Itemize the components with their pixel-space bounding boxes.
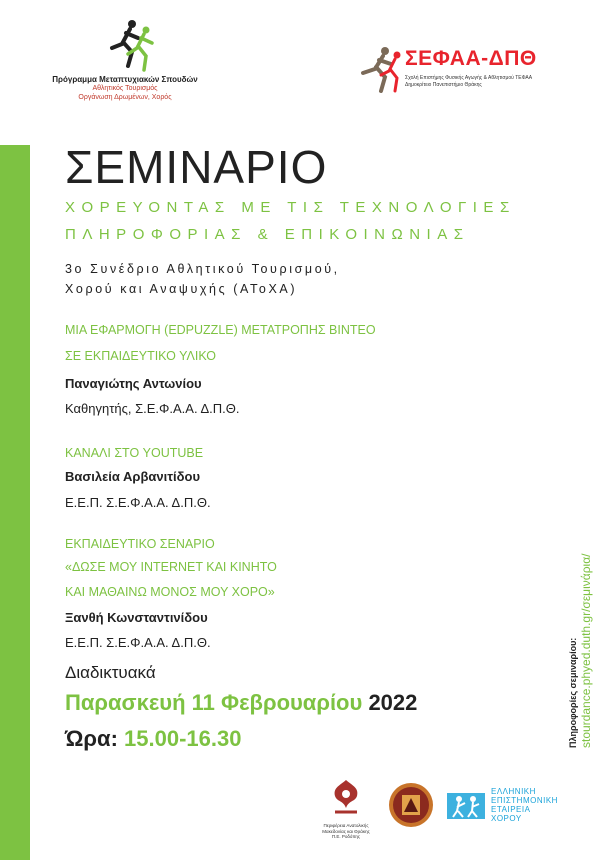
talk-3-role: Ε.Ε.Π. Σ.Ε.Φ.Α.Α. Δ.Π.Θ.	[65, 635, 211, 650]
event-year: 2022	[368, 690, 418, 715]
talk-2-speaker: Βασιλεία Αρβανιτίδου	[65, 469, 201, 484]
society-name	[491, 787, 558, 823]
time-label: Ώρα:	[65, 726, 118, 751]
event-date-text: Παρασκευή 11 Φεβρουαρίου	[65, 690, 363, 715]
sefaa-logo	[355, 45, 575, 115]
info-label: Πληροφορίες σεμιναρίου:	[568, 637, 578, 748]
society-line-2: ΕΠΙΣΤΗΜΟΝΙΚΗ	[491, 796, 558, 805]
sefaa-line-2: Δημοκρίτειο Πανεπιστήμιο Θράκης	[405, 82, 482, 88]
congress-line-1: 3ο Συνέδριο Αθλητικού Τουρισμού,	[65, 262, 340, 276]
sefaa-runners-icon	[355, 45, 407, 93]
region-caption-2: Μακεδονίας και Θράκης	[322, 828, 370, 834]
page-title: ΣΕΜΙΝΑΡΙΟ	[65, 141, 328, 193]
program-title: Πρόγραμμα Μεταπτυχιακών Σπουδών	[52, 75, 198, 84]
society-line-1: ΕΛΛΗΝΙΚΗ	[491, 787, 536, 796]
region-logo	[318, 778, 374, 848]
talk-3-title-1: ΕΚΠΑΙΔΕΥΤΙΚΟ ΣΕΝΑΡΙΟ	[65, 537, 215, 551]
seal-icon	[388, 782, 434, 828]
talk-3-speaker: Ξανθή Κωνσταντινίδου	[65, 610, 208, 625]
runners-icon	[90, 18, 160, 73]
talk-1-speaker: Παναγιώτης Αντωνίου	[65, 376, 202, 391]
society-line-3: ΕΤΑΙΡΕΙΑ	[491, 805, 531, 814]
talk-1-title-1: ΜΙΑ ΕΦΑΡΜΟΓΗ (EDPUZZLE) ΜΕΤΑΤΡΟΠΗΣ ΒΙΝΤΕΟ	[65, 323, 376, 337]
sefaa-line-1: Σχολή Επιστήμης Φυσικής Αγωγής & Αθλητισμού ΤΕΦΑΑ	[405, 75, 533, 81]
greek-dance-society-logo	[445, 785, 575, 830]
online-label: Διαδικτυακά	[65, 663, 156, 682]
program-sub-1: Αθλητικός Τουρισμός	[92, 85, 158, 92]
society-line-4: ΧΟΡΟΥ	[491, 814, 522, 823]
region-emblem-icon	[329, 778, 363, 818]
talk-3-title-3: ΚΑΙ ΜΑΘΑΙΝΩ ΜΟΝΟΣ ΜΟΥ ΧΟΡΟ»	[65, 585, 275, 599]
event-date	[65, 690, 417, 716]
congress-line-2: Χορού και Αναψυχής (ΑΤοΧΑ)	[65, 282, 298, 296]
subtitle-line-1: ΧΟΡΕΥΟΝΤΑΣ ΜΕ ΤΙΣ ΤΕΧΝΟΛΟΓΙΕΣ	[65, 199, 516, 216]
time-value: 15.00-16.30	[124, 726, 242, 751]
talk-3-title-2: «ΔΩΣΕ ΜΟΥ INTERNET ΚΑΙ ΚΙΝΗΤΟ	[65, 560, 277, 574]
event-time	[65, 726, 241, 752]
talk-2-title-1: ΚΑΝΑΛΙ ΣΤΟ YOUTUBE	[65, 446, 204, 460]
seal-logo	[388, 782, 434, 828]
talk-2-role: Ε.Ε.Π. Σ.Ε.Φ.Α.Α. Δ.Π.Θ.	[65, 495, 211, 510]
green-side-bar	[0, 145, 30, 860]
postgraduate-program-logo	[40, 18, 210, 118]
subtitle-line-2: ΠΛΗΡΟΦΟΡΙΑΣ & ΕΠΙΚΟΙΝΩΝΙΑΣ	[65, 226, 470, 243]
region-caption-1: Περιφέρεια Ανατολικής	[323, 823, 369, 828]
program-sub-2: Οργάνωση Δρωμένων, Χορός	[78, 94, 172, 101]
seminar-info	[568, 554, 593, 748]
region-caption-3: Π.Ε. Ροδόπης	[331, 834, 361, 839]
info-url[interactable]: stourdance.phyed.duth.gr/σεμινάρια/	[579, 553, 593, 748]
talk-1-title-2: ΣΕ ΕΚΠΑΙΔΕΥΤΙΚΟ ΥΛΙΚΟ	[65, 349, 217, 363]
dancers-icon	[445, 789, 489, 825]
talk-1-role: Καθηγητής, Σ.Ε.Φ.Α.Α. Δ.Π.Θ.	[65, 401, 240, 416]
sefaa-brand: ΣΕΦΑΑ-ΔΠΘ	[405, 47, 537, 70]
